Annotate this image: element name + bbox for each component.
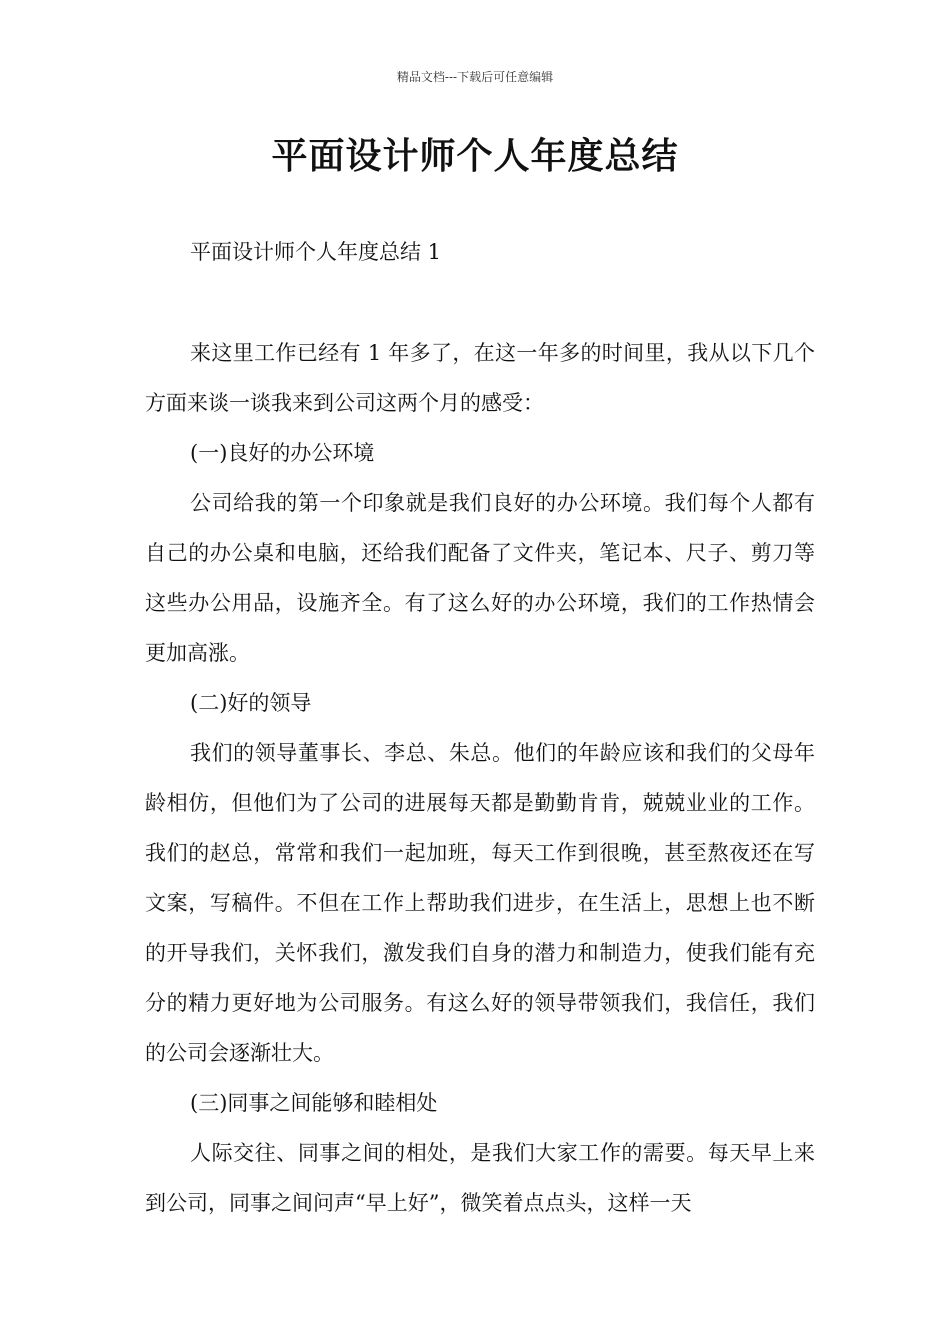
- document-title: 平面设计师个人年度总结: [271, 135, 679, 177]
- paragraph-leadership: 我们的领导董事长、李总、朱总。他们的年龄应该和我们的父母年龄相仿，但他们为了公司的进展每天都是勤勤肯肯，兢兢业业的工作。我们的赵总，常常和我们一起加班，每天工作到很晚，甚至熬夜还在写文案，写稿件。不但在工作上帮助我们进步，在生活上，思想上也不断的开导我们，关怀我们，激发我们自身的潜力和制造力，使我们能有充分的精力更好地为公司服务。有这么好的领导带领我们，我信任，我们的公司会逐渐壮大。: [145, 741, 815, 1065]
- paragraph-colleagues: 人际交往、同事之间的相处，是我们大家工作的需要。每天早上来到公司，同事之间问声“早上好”，微笑着点点头，这样一天: [145, 1141, 815, 1215]
- paragraph-office-environment: 公司给我的第一个印象就是我们良好的办公环境。我们每个人都有自己的办公桌和电脑，还给我们配备了文件夹，笔记本、尺子、剪刀等这些办公用品，设施齐全。有了这么好的办公环境，我们的工作热情会更加高涨。: [145, 491, 815, 665]
- section-subtitle: 平面设计师个人年度总结 1: [190, 240, 442, 264]
- section-heading-3: (三)同事之间能够和睦相处: [190, 1091, 438, 1115]
- section-heading-1: (一)良好的办公环境: [190, 441, 375, 465]
- section-heading-2: (二)好的领导: [190, 691, 312, 715]
- paragraph-intro: 来这里工作已经有 1 年多了，在这一年多的时间里，我从以下几个方面来谈一谈我来到公司这两个月的感受：: [145, 341, 815, 415]
- page-header: 精品文档---下载后可任意编辑: [396, 70, 554, 84]
- document-body: [145, 328, 815, 1228]
